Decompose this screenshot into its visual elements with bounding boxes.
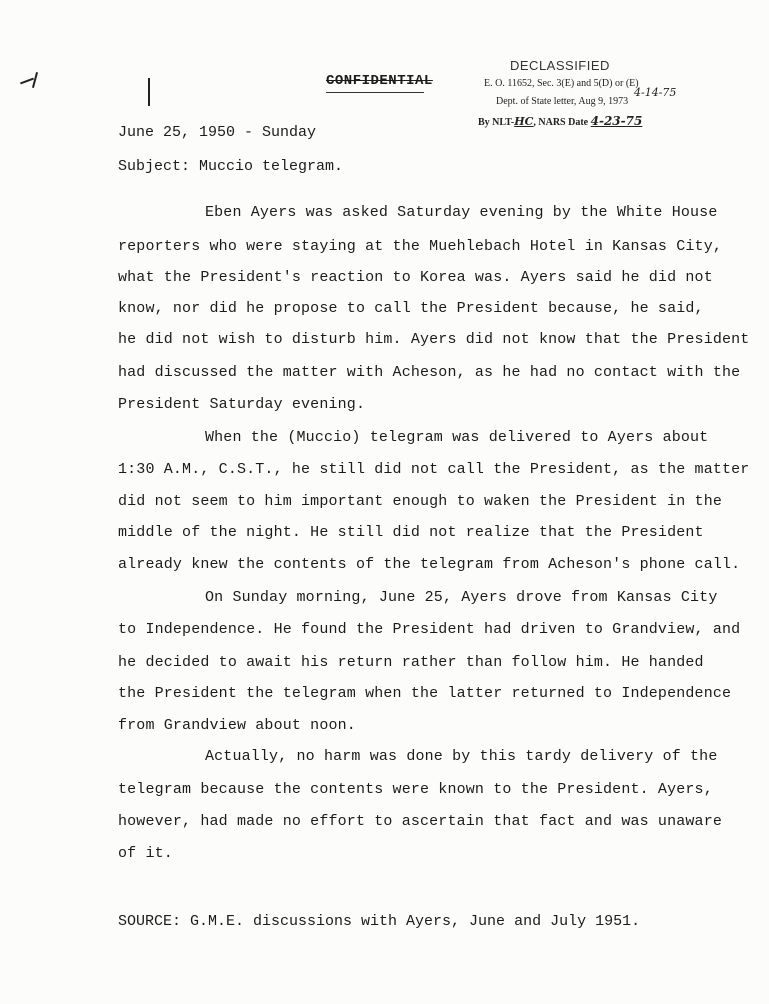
declass-authority-line: E. O. 11652, Sec. 3(E) and 5(D) or (E)	[484, 78, 639, 89]
body-line: already knew the contents of the telegram from Acheson's phone call.	[118, 556, 741, 573]
declass-letter-handwritten: 4-14-75	[634, 86, 677, 99]
classification-marking: CONFIDENTIAL	[326, 73, 433, 89]
body-line: what the President's reaction to Korea was. Ayers said he did not	[118, 269, 713, 286]
body-line: he did not wish to disturb him. Ayers did not know that the President	[118, 331, 750, 348]
body-line: On Sunday morning, June 25, Ayers drove from Kansas City	[205, 589, 718, 606]
body-line: When the (Muccio) telegram was delivered to Ayers about	[205, 429, 709, 446]
declassified-title: DECLASSIFIED	[510, 58, 610, 73]
declass-nlt-prefix: By NLT-	[478, 117, 515, 128]
body-line: telegram because the contents were known to the President. Ayers,	[118, 781, 713, 798]
declass-letter-text: Dept. of State letter, Aug 9, 1973	[496, 96, 629, 107]
body-line: he decided to await his return rather than follow him. He handed	[118, 654, 704, 671]
body-line: Eben Ayers was asked Saturday evening by the White House	[205, 204, 718, 221]
body-line: the President the telegram when the latter returned to Independence	[118, 685, 732, 702]
declass-nars-date: 4-23-75	[590, 114, 643, 128]
body-line: 1:30 A.M., C.S.T., he still did not call the President, as the matter	[118, 461, 750, 478]
stray-pen-mark	[32, 72, 38, 88]
body-line: did not seem to him important enough to waken the President in the	[118, 493, 722, 510]
declass-nars-label: , NARS Date	[533, 117, 589, 128]
stray-pen-mark	[148, 78, 150, 106]
body-line: had discussed the matter with Acheson, as he had no contact with the	[118, 364, 741, 381]
classification-underline	[326, 92, 424, 93]
declass-nars-line	[478, 114, 642, 128]
declass-letter-line	[496, 86, 677, 107]
body-line: reporters who were staying at the Muehlebach Hotel in Kansas City,	[118, 238, 722, 255]
body-line: middle of the night. He still did not realize that the President	[118, 524, 704, 541]
body-line: from Grandview about noon.	[118, 717, 356, 734]
body-line: know, nor did he propose to call the President because, he said,	[118, 300, 704, 317]
memo-date: June 25, 1950 - Sunday	[118, 124, 317, 141]
source-note: SOURCE: G.M.E. discussions with Ayers, June and July 1951.	[118, 913, 641, 930]
body-line: to Independence. He found the President had driven to Grandview, and	[118, 621, 741, 638]
body-line: however, had made no effort to ascertain that fact and was unaware	[118, 813, 722, 830]
memo-subject: Subject: Muccio telegram.	[118, 158, 344, 175]
body-line: of it.	[118, 845, 173, 862]
body-line: Actually, no harm was done by this tardy delivery of the	[205, 748, 718, 765]
body-line: President Saturday evening.	[118, 396, 366, 413]
declass-nlt-handwritten: HC	[514, 115, 534, 128]
